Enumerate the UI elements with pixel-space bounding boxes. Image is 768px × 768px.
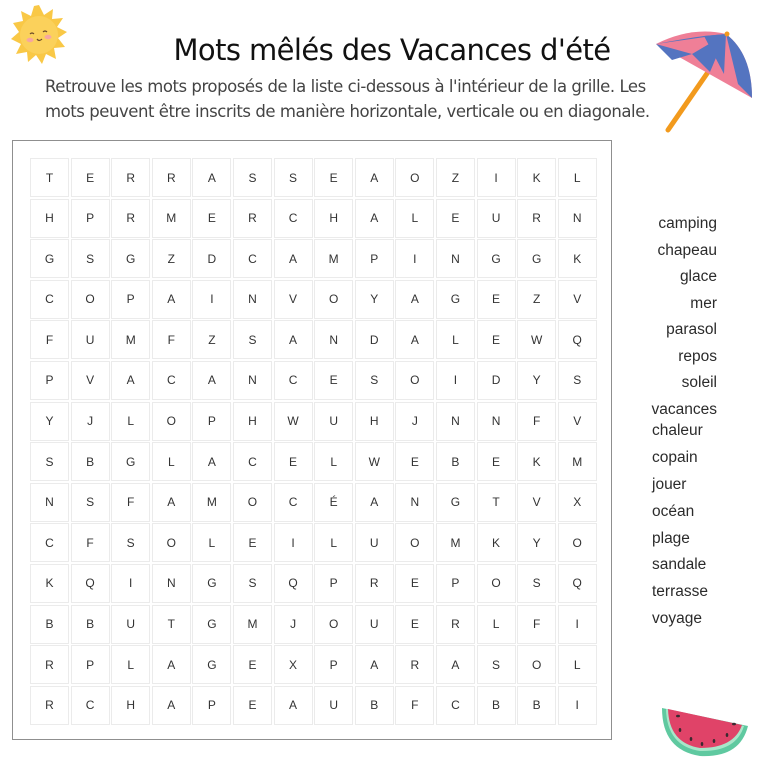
grid-cell[interactable]: S bbox=[71, 483, 110, 522]
grid-cell[interactable]: H bbox=[111, 686, 150, 725]
grid-cell[interactable]: L bbox=[314, 523, 353, 562]
word-list-item: océan bbox=[652, 502, 695, 520]
grid-cell[interactable]: G bbox=[111, 239, 150, 278]
grid-cell[interactable]: S bbox=[517, 564, 556, 603]
grid-cell[interactable]: K bbox=[30, 564, 69, 603]
grid-cell[interactable]: F bbox=[152, 320, 191, 359]
grid-cell[interactable]: C bbox=[436, 686, 475, 725]
word-list-item: soleil bbox=[681, 374, 717, 391]
grid-cell[interactable]: A bbox=[152, 686, 191, 725]
word-list-item: plage bbox=[652, 529, 690, 547]
grid-cell[interactable]: B bbox=[517, 686, 556, 725]
grid-cell[interactable]: O bbox=[395, 361, 434, 400]
grid-cell[interactable]: P bbox=[355, 239, 394, 278]
grid-cell[interactable]: R bbox=[517, 199, 556, 238]
grid-cell[interactable]: N bbox=[30, 483, 69, 522]
grid-cell[interactable]: G bbox=[192, 605, 231, 644]
grid-cell[interactable]: R bbox=[111, 158, 150, 197]
grid-cell[interactable]: H bbox=[233, 402, 272, 441]
grid-cell[interactable]: H bbox=[355, 402, 394, 441]
grid-cell[interactable]: K bbox=[517, 158, 556, 197]
grid-cell[interactable]: M bbox=[152, 199, 191, 238]
grid-cell[interactable]: L bbox=[558, 645, 597, 684]
grid-cell[interactable]: E bbox=[477, 442, 516, 481]
grid-cell[interactable]: N bbox=[436, 402, 475, 441]
grid-cell[interactable]: P bbox=[111, 280, 150, 319]
grid-cell[interactable]: Y bbox=[30, 402, 69, 441]
grid-cell[interactable]: E bbox=[314, 158, 353, 197]
grid-cell[interactable]: L bbox=[111, 645, 150, 684]
grid-cell[interactable]: C bbox=[30, 523, 69, 562]
grid-cell[interactable]: A bbox=[111, 361, 150, 400]
grid-cell[interactable]: O bbox=[395, 523, 434, 562]
grid-cell[interactable]: X bbox=[274, 645, 313, 684]
grid-cell[interactable]: T bbox=[30, 158, 69, 197]
grid-cell[interactable]: E bbox=[192, 199, 231, 238]
grid-cell[interactable]: N bbox=[477, 402, 516, 441]
grid-cell[interactable]: C bbox=[274, 483, 313, 522]
grid-cell[interactable]: P bbox=[314, 564, 353, 603]
grid-cell[interactable]: C bbox=[233, 239, 272, 278]
grid-cell[interactable]: A bbox=[274, 320, 313, 359]
grid-cell[interactable]: K bbox=[517, 442, 556, 481]
grid-cell[interactable]: T bbox=[477, 483, 516, 522]
grid-cell[interactable]: A bbox=[274, 686, 313, 725]
grid-cell[interactable]: U bbox=[355, 523, 394, 562]
grid-cell[interactable]: R bbox=[436, 605, 475, 644]
grid-cell[interactable]: G bbox=[436, 483, 475, 522]
grid-cell[interactable]: E bbox=[436, 199, 475, 238]
grid-cell[interactable]: F bbox=[30, 320, 69, 359]
grid-cell[interactable]: E bbox=[395, 605, 434, 644]
grid-cell[interactable]: I bbox=[477, 158, 516, 197]
grid-cell[interactable]: L bbox=[152, 442, 191, 481]
grid-cell[interactable]: O bbox=[558, 523, 597, 562]
page-title: Mots mêlés des Vacances d'été bbox=[173, 33, 611, 68]
word-list-item: terrasse bbox=[652, 583, 708, 601]
instructions-line-2: mots peuvent être inscrits de manière horizontale, verticale ou en diagonale. bbox=[45, 102, 650, 121]
grid-cell[interactable]: I bbox=[111, 564, 150, 603]
grid-cell[interactable]: P bbox=[192, 686, 231, 725]
grid-cell[interactable]: S bbox=[30, 442, 69, 481]
grid-cell[interactable]: F bbox=[517, 605, 556, 644]
grid-cell[interactable]: S bbox=[355, 361, 394, 400]
grid-cell[interactable]: Q bbox=[558, 320, 597, 359]
grid-cell[interactable]: K bbox=[477, 523, 516, 562]
grid-cell[interactable]: K bbox=[558, 239, 597, 278]
grid-cell[interactable]: R bbox=[30, 645, 69, 684]
word-list-item: chapeau bbox=[657, 241, 717, 259]
grid-cell[interactable]: G bbox=[477, 239, 516, 278]
grid-cell[interactable]: R bbox=[152, 158, 191, 197]
grid-cell[interactable]: S bbox=[233, 564, 272, 603]
grid-cell[interactable]: S bbox=[111, 523, 150, 562]
word-list-item: jouer bbox=[652, 475, 687, 493]
grid-cell[interactable]: R bbox=[233, 199, 272, 238]
grid-cell[interactable]: J bbox=[71, 402, 110, 441]
grid-cell[interactable]: U bbox=[355, 605, 394, 644]
grid-cell[interactable]: E bbox=[233, 645, 272, 684]
grid-cell[interactable]: O bbox=[152, 402, 191, 441]
word-list-item: vacances bbox=[651, 400, 717, 418]
grid-cell[interactable]: C bbox=[233, 442, 272, 481]
grid-cell[interactable]: J bbox=[395, 402, 434, 441]
grid-cell[interactable]: M bbox=[558, 442, 597, 481]
grid-cell[interactable]: U bbox=[477, 199, 516, 238]
grid-cell[interactable]: O bbox=[233, 483, 272, 522]
grid-cell[interactable]: A bbox=[355, 645, 394, 684]
grid-cell[interactable]: G bbox=[517, 239, 556, 278]
grid-cell[interactable]: M bbox=[192, 483, 231, 522]
grid-cell[interactable]: S bbox=[71, 239, 110, 278]
grid-cell[interactable]: G bbox=[111, 442, 150, 481]
grid-cell[interactable]: G bbox=[436, 280, 475, 319]
grid-cell[interactable]: Z bbox=[192, 320, 231, 359]
instructions bbox=[45, 74, 685, 124]
grid-cell[interactable]: P bbox=[71, 645, 110, 684]
grid-cell[interactable]: L bbox=[192, 523, 231, 562]
grid-cell[interactable]: Q bbox=[558, 564, 597, 603]
grid-cell[interactable]: E bbox=[395, 564, 434, 603]
grid-cell[interactable]: A bbox=[274, 239, 313, 278]
grid-cell[interactable]: C bbox=[152, 361, 191, 400]
grid-cell[interactable]: M bbox=[314, 239, 353, 278]
grid-cell[interactable]: R bbox=[355, 564, 394, 603]
instructions-line-1: Retrouve les mots proposés de la liste ci-dessous à l'intérieur de la grille. Les bbox=[45, 77, 646, 96]
grid-cell[interactable]: Z bbox=[436, 158, 475, 197]
grid-cell[interactable]: A bbox=[395, 320, 434, 359]
grid-cell[interactable]: R bbox=[30, 686, 69, 725]
grid-cell[interactable]: V bbox=[71, 361, 110, 400]
grid-cell[interactable]: H bbox=[314, 199, 353, 238]
word-list-item: repos bbox=[678, 347, 717, 365]
word-search-grid bbox=[30, 158, 597, 725]
grid-cell[interactable]: B bbox=[436, 442, 475, 481]
word-list-item: glace bbox=[679, 268, 717, 285]
grid-cell[interactable]: P bbox=[314, 645, 353, 684]
grid-cell[interactable]: A bbox=[436, 645, 475, 684]
grid-cell[interactable]: A bbox=[152, 280, 191, 319]
grid-cell[interactable]: A bbox=[192, 442, 231, 481]
grid-cell[interactable]: D bbox=[355, 320, 394, 359]
grid-cell[interactable]: L bbox=[558, 158, 597, 197]
grid-cell[interactable]: I bbox=[192, 280, 231, 319]
grid-cell[interactable]: U bbox=[71, 320, 110, 359]
grid-cell[interactable]: V bbox=[517, 483, 556, 522]
grid-cell[interactable]: S bbox=[233, 320, 272, 359]
word-list-item: chaleur bbox=[652, 422, 703, 439]
grid-cell[interactable]: O bbox=[395, 158, 434, 197]
grid-cell[interactable]: N bbox=[233, 361, 272, 400]
grid-cell[interactable]: S bbox=[477, 645, 516, 684]
word-list-column-1 bbox=[630, 213, 717, 425]
grid-cell[interactable]: P bbox=[192, 402, 231, 441]
grid-cell[interactable]: L bbox=[395, 199, 434, 238]
grid-cell[interactable]: Y bbox=[355, 280, 394, 319]
grid-cell[interactable]: M bbox=[111, 320, 150, 359]
grid-cell[interactable]: O bbox=[152, 523, 191, 562]
grid-cell[interactable]: M bbox=[436, 523, 475, 562]
grid-cell[interactable]: F bbox=[111, 483, 150, 522]
grid-cell[interactable]: I bbox=[558, 605, 597, 644]
grid-cell[interactable]: I bbox=[436, 361, 475, 400]
grid-cell[interactable]: B bbox=[30, 605, 69, 644]
grid-cell[interactable]: I bbox=[558, 686, 597, 725]
grid-cell[interactable]: P bbox=[71, 199, 110, 238]
word-list-item: voyage bbox=[652, 610, 702, 628]
grid-cell[interactable]: C bbox=[71, 686, 110, 725]
grid-cell[interactable]: B bbox=[355, 686, 394, 725]
grid-cell[interactable]: Z bbox=[152, 239, 191, 278]
grid-cell[interactable]: N bbox=[152, 564, 191, 603]
word-list-column-2 bbox=[652, 420, 752, 635]
grid-cell[interactable]: N bbox=[558, 199, 597, 238]
grid-cell[interactable]: P bbox=[30, 361, 69, 400]
grid-cell[interactable]: A bbox=[152, 483, 191, 522]
grid-cell[interactable]: A bbox=[355, 483, 394, 522]
grid-cell[interactable]: O bbox=[477, 564, 516, 603]
grid-cell[interactable]: G bbox=[30, 239, 69, 278]
grid-cell[interactable]: A bbox=[192, 361, 231, 400]
grid-cell[interactable]: W bbox=[517, 320, 556, 359]
grid-cell[interactable]: E bbox=[274, 442, 313, 481]
grid-cell[interactable]: E bbox=[233, 686, 272, 725]
grid-cell[interactable]: A bbox=[395, 280, 434, 319]
word-list-item: mer bbox=[690, 294, 717, 312]
grid-cell[interactable]: E bbox=[314, 361, 353, 400]
grid-cell[interactable]: S bbox=[558, 361, 597, 400]
grid-cell[interactable]: H bbox=[30, 199, 69, 238]
grid-cell[interactable]: A bbox=[152, 645, 191, 684]
grid-cell[interactable]: P bbox=[436, 564, 475, 603]
grid-cell[interactable]: M bbox=[233, 605, 272, 644]
grid-cell[interactable]: V bbox=[558, 402, 597, 441]
grid-cell[interactable]: E bbox=[233, 523, 272, 562]
grid-cell[interactable]: S bbox=[274, 158, 313, 197]
grid-cell[interactable]: C bbox=[30, 280, 69, 319]
grid-cell[interactable]: V bbox=[558, 280, 597, 319]
grid-cell[interactable]: D bbox=[477, 361, 516, 400]
grid-cell[interactable]: J bbox=[274, 605, 313, 644]
grid-cell[interactable]: N bbox=[314, 320, 353, 359]
word-list-item: parasol bbox=[666, 321, 717, 338]
grid-cell[interactable]: W bbox=[274, 402, 313, 441]
grid-cell[interactable]: A bbox=[355, 158, 394, 197]
grid-cell[interactable]: G bbox=[192, 645, 231, 684]
grid-cell[interactable]: C bbox=[274, 361, 313, 400]
grid-cell[interactable]: X bbox=[558, 483, 597, 522]
grid-cell[interactable]: A bbox=[192, 158, 231, 197]
grid-cell[interactable]: Y bbox=[517, 361, 556, 400]
grid-cell[interactable]: D bbox=[192, 239, 231, 278]
grid-cell[interactable]: F bbox=[71, 523, 110, 562]
grid-cell[interactable]: O bbox=[517, 645, 556, 684]
grid-cell[interactable]: R bbox=[111, 199, 150, 238]
grid-cell[interactable]: E bbox=[395, 442, 434, 481]
grid-cell[interactable]: R bbox=[395, 645, 434, 684]
grid-cell[interactable]: C bbox=[274, 199, 313, 238]
grid-cell[interactable]: B bbox=[477, 686, 516, 725]
grid-cell[interactable]: E bbox=[71, 158, 110, 197]
word-list-item: copain bbox=[652, 448, 698, 466]
grid-cell[interactable]: L bbox=[111, 402, 150, 441]
grid-cell[interactable]: U bbox=[314, 686, 353, 725]
grid-cell[interactable]: A bbox=[355, 199, 394, 238]
grid-cell[interactable]: S bbox=[233, 158, 272, 197]
grid-cell[interactable]: Q bbox=[274, 564, 313, 603]
grid-cell[interactable]: U bbox=[314, 402, 353, 441]
grid-cell[interactable]: I bbox=[274, 523, 313, 562]
grid-cell[interactable]: W bbox=[355, 442, 394, 481]
grid-cell[interactable]: O bbox=[71, 280, 110, 319]
grid-cell[interactable]: L bbox=[436, 320, 475, 359]
grid-cell[interactable]: B bbox=[71, 442, 110, 481]
grid-cell[interactable]: E bbox=[477, 280, 516, 319]
grid-cell[interactable]: E bbox=[477, 320, 516, 359]
grid-cell[interactable]: F bbox=[395, 686, 434, 725]
grid-cell[interactable]: F bbox=[517, 402, 556, 441]
grid-cell[interactable]: Z bbox=[517, 280, 556, 319]
grid-cell[interactable]: G bbox=[192, 564, 231, 603]
grid-cell[interactable]: N bbox=[233, 280, 272, 319]
grid-cell[interactable]: I bbox=[395, 239, 434, 278]
grid-cell[interactable]: V bbox=[274, 280, 313, 319]
grid-cell[interactable]: Q bbox=[71, 564, 110, 603]
grid-cell[interactable]: L bbox=[314, 442, 353, 481]
grid-cell[interactable]: O bbox=[314, 605, 353, 644]
grid-cell[interactable]: O bbox=[314, 280, 353, 319]
word-list-item: sandale bbox=[652, 556, 707, 574]
grid-cell[interactable]: L bbox=[477, 605, 516, 644]
grid-cell[interactable]: N bbox=[395, 483, 434, 522]
grid-cell[interactable]: Y bbox=[517, 523, 556, 562]
grid-cell[interactable]: B bbox=[71, 605, 110, 644]
grid-cell[interactable]: N bbox=[436, 239, 475, 278]
word-list-item: camping bbox=[658, 215, 717, 232]
watermelon-icon bbox=[656, 700, 750, 758]
grid-cell[interactable]: U bbox=[111, 605, 150, 644]
grid-cell[interactable]: T bbox=[152, 605, 191, 644]
grid-cell[interactable]: É bbox=[314, 483, 353, 522]
